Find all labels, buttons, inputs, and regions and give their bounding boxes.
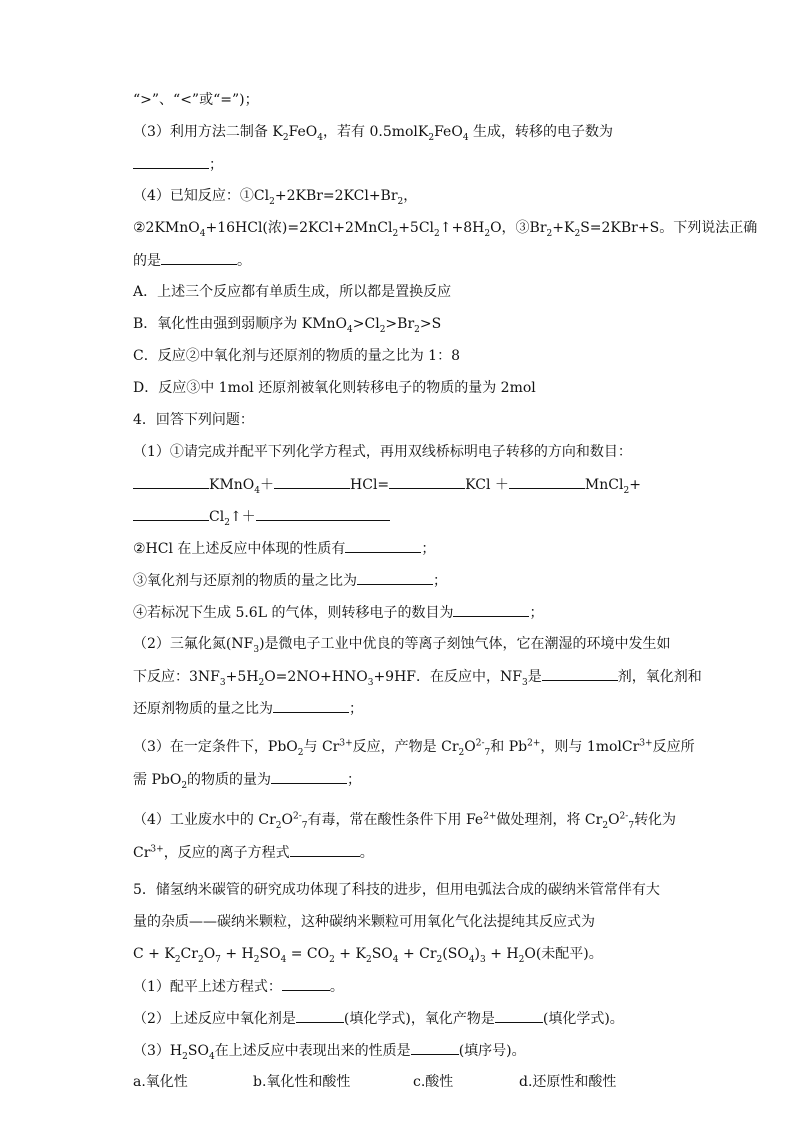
equation-line-2: $Cl_2↑+$ bbox=[133, 506, 390, 526]
answer-blank[interactable] bbox=[542, 666, 618, 681]
option-b: B．氧化性由强到弱顺序为 $KMnO_4>Cl_2>Br_2>S$ bbox=[133, 316, 442, 335]
text-line: “>”、“<”或“=”)； bbox=[133, 92, 259, 108]
question-4-heading: 4．回答下列问题： bbox=[133, 412, 254, 428]
equation-line-1: KMnO$_4$＋ HCl= KCl ＋ MnCl$_2$+ bbox=[133, 474, 641, 494]
question-5-1: （1）配平上述方程式： 。 bbox=[133, 976, 344, 996]
answer-blank[interactable] bbox=[133, 154, 209, 169]
question-5-heading: 5．储氢纳米碳管的研究成功体现了科技的进步，但用电弧法合成的碳纳米管常伴有大 bbox=[133, 882, 660, 898]
answer-blank[interactable] bbox=[290, 842, 360, 857]
option-d[interactable]: d.还原性和酸性 bbox=[519, 1074, 617, 1090]
question-4-3-amount: 需 PbO$_2$的物质的量为 ； bbox=[133, 769, 361, 789]
answer-blank[interactable] bbox=[271, 769, 347, 784]
option-d: D．反应③中 1mol 还原剂被氧化则转移电子的物质的量为 2mol bbox=[133, 380, 536, 396]
question-5-3: $(3)H_2SO_4$在上述反应中表现出来的性质是 (填序号)。 bbox=[133, 1040, 526, 1060]
question-4-1-3: ③氧化剂与还原剂的物质的量之比为 ； bbox=[133, 570, 447, 590]
question-5-desc: 量的杂质——碳纳米颗粒，这种碳纳米颗粒可用氧化气化法提纯其反应式为 bbox=[133, 914, 595, 930]
answer-blank[interactable] bbox=[296, 1008, 344, 1023]
answer-blank[interactable] bbox=[133, 506, 209, 521]
option-c[interactable]: c.酸性 bbox=[413, 1074, 454, 1090]
question-4-4: （4）工业废水中的 $Cr_2O^{2-}_7$有毒，常在酸性条件下用 $Fe^{2+}$做处理剂，将 $Cr_2O^{2-}_7$转化为 bbox=[133, 811, 677, 831]
answer-blank[interactable] bbox=[495, 1008, 543, 1023]
answer-blank[interactable] bbox=[133, 474, 209, 489]
answer-blank[interactable] bbox=[345, 538, 421, 553]
question-5-equation: $C + K_2Cr_2O_7 + H_2SO_4 = CO_2 + K_2SO_4 + Cr_2(SO_4)_3 + H_2O$(未配平)。 bbox=[133, 946, 603, 965]
question-5-options bbox=[133, 1072, 616, 1092]
answer-blank[interactable] bbox=[411, 1040, 459, 1055]
question-4-3: （3）在一定条件下，PbO$_2$与 $Cr^{3+}$反应，产物是 $Cr_2O^{2-}_7$和 $Pb^{2+}$，则与 1molCr$^{3+}$反应所 bbox=[133, 738, 695, 758]
reaction-line: ②2KMnO$_4$+16HCl(浓)$=2KCl+2MnCl_2+5Cl_2↑+8H_2O$，$③Br_2+K_2S=2KBr+S$。下列说法正确 bbox=[133, 220, 758, 239]
answer-blank-line: ； bbox=[133, 154, 223, 174]
question-3-3: （3）利用方法二制备 $K_2FeO_4$，若有 0.5molK$_2$FeO$_4$ 生成，转移的电子数为 bbox=[133, 124, 614, 143]
option-b[interactable]: b.氧化性和酸性 bbox=[253, 1074, 351, 1090]
answer-blank[interactable] bbox=[389, 474, 465, 489]
question-4-1-4: ④若标况下生成 5.6L 的气体，则转移电子的数目为 ； bbox=[133, 602, 543, 622]
option-a[interactable]: a.氧化性 bbox=[133, 1074, 188, 1090]
answer-blank[interactable] bbox=[161, 250, 237, 265]
question-4-2: （2）三氟化氮$(NF_3)$是微电子工业中优良的等离子刻蚀气体，它在潮湿的环境中发生如 bbox=[133, 636, 671, 655]
question-3-4: （4）已知反应：$①Cl_2+2KBr=2KCl+Br_2$， bbox=[133, 188, 418, 207]
question-4-4-ionic: $Cr^{3+}$，反应的离子方程式 。 bbox=[133, 842, 374, 862]
answer-blank[interactable] bbox=[273, 698, 349, 713]
question-4-2-ratio: 还原剂物质的量之比为 ； bbox=[133, 698, 363, 718]
question-4-1: （1）①请完成并配平下列化学方程式，再用双线桥标明电子转移的方向和数目： bbox=[133, 444, 632, 460]
option-a: A．上述三个反应都有单质生成，所以都是置换反应 bbox=[133, 284, 452, 300]
question-4-1-2: ②HCl 在上述反应中体现的性质有 ； bbox=[133, 538, 435, 558]
answer-blank[interactable] bbox=[509, 474, 585, 489]
option-c: C．反应②中氧化剂与还原剂的物质的量之比为 1：8 bbox=[133, 348, 460, 364]
answer-blank[interactable] bbox=[274, 474, 350, 489]
answer-blank[interactable] bbox=[357, 570, 433, 585]
question-5-2: （2）上述反应中氧化剂是 (填化学式)，氧化产物是 (填化学式)。 bbox=[133, 1008, 624, 1028]
answer-blank-line: 的是 。 bbox=[133, 250, 251, 270]
answer-blank[interactable] bbox=[453, 602, 529, 617]
question-4-2-reaction: 下反应：$3NF_3+5H_2O=2NO+HNO_3+9HF$．在反应中，$NF_3$是 剂，氧化剂和 bbox=[133, 666, 702, 686]
answer-blank[interactable] bbox=[282, 976, 330, 991]
answer-blank[interactable] bbox=[256, 506, 390, 521]
